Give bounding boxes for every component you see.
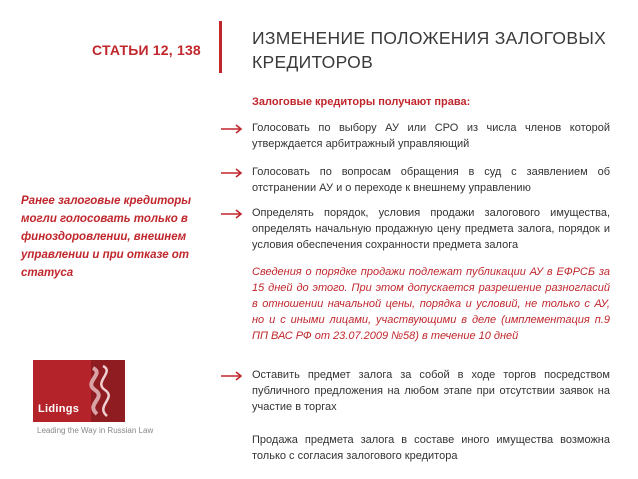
rights-item: Оставить предмет залога за собой в ходе торгов посредством публичного предложения на любом этапе при отсутствии заявок на участие в торгах (252, 369, 610, 413)
arrow-right-icon (221, 371, 243, 381)
page-title: ИЗМЕНЕНИЕ ПОЛОЖЕНИЯ ЗАЛОГОВЫХ КРЕДИТОРОВ (252, 28, 607, 72)
rights-item: Голосовать по выбору АУ или СРО из числа членов которой утверждается арбитражный управляющий (252, 122, 610, 150)
rights-item: Голосовать по вопросам обращения в суд с заявлением об отстранении АУ и о переходе к внешнему управлению (252, 166, 610, 194)
arrow-right-icon (221, 124, 243, 134)
arrow-right-icon (221, 168, 243, 178)
logo-tagline: Leading the Way in Russian Law (37, 426, 154, 435)
rights-item: Определять порядок, условия продажи залогового имущества, определять начальную продажную цену предмета залога, порядок и условия обеспечения сохранности предмета залога (252, 207, 610, 251)
rights-item: Продажа предмета залога в составе иного имущества возможна только с согласия залогового кредитора (252, 434, 610, 462)
publication-note: Сведения о порядке продажи подлежат публикации АУ в ЕФРСБ за 15 дней до этого. При этом допускается разрешение разногласий в отношении начальной цены, порядка и условий, не только с АУ, но и с иными лицами, участвующими в деле (имплементация п.9 ПП ВАС РФ от 23.07.2009 №58) в течение 10 дней (252, 266, 610, 342)
side-note: Ранее залоговые кредиторы могли голосовать только в финоздоровлении, внешнем управлении и при отказе от статуса (21, 195, 192, 279)
rights-subtitle: Залоговые кредиторы получают права: (252, 96, 471, 108)
articles-label: СТАТЬИ 12, 138 (92, 42, 201, 58)
arrow-right-icon (221, 209, 243, 219)
title-divider (219, 21, 222, 73)
logo-text: Lidings (38, 403, 80, 415)
